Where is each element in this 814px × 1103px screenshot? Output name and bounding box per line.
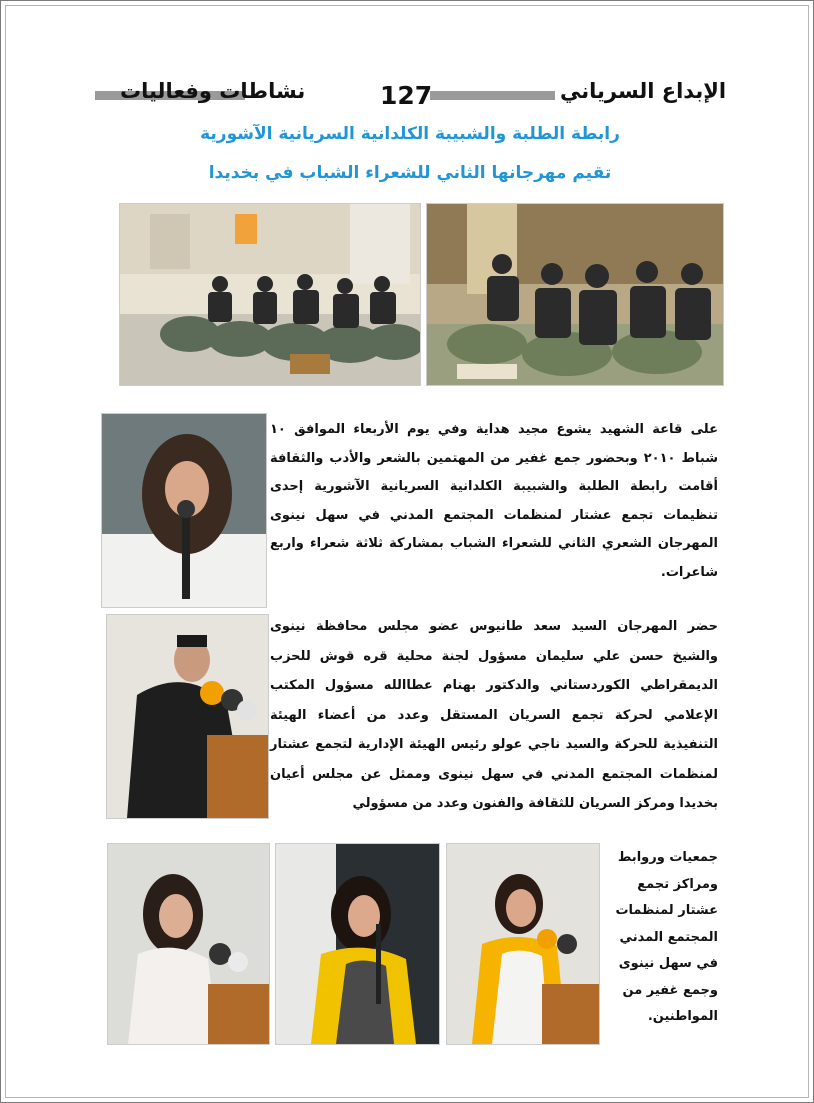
photo-poet-woman-4 — [446, 843, 600, 1045]
magazine-name: الإبداع السرياني — [560, 79, 727, 103]
photo-audience-hall — [119, 203, 421, 386]
photo-guests-front-row — [426, 203, 724, 386]
article-paragraph-3: جمعيات وروابط ومراكز تجمع عشتار لمنظمات المجتمع المدني في سهل نينوى وجمع غفير من المواطنين. — [615, 850, 718, 1024]
article-paragraph-1: على قاعة الشهيد يشوع مجيد هداية وفي يوم الأربعاء الموافق ١٠ شباط ٢٠١٠ وبحضور جمع غفير من المهتمين بالشعر والأدب والثقافة أقامت رابطة الطلبة والشبيبة الكلدانية السريانية الآشورية إحدى تنظيمات تجمع عشتار لمنظمات المجتمع المدني في سهل نينوى المهرجان الشعري الثاني للشعراء الشباب بمشاركة ثلاثة شعراء واربع شاعرات. — [270, 422, 718, 580]
photo-poet-woman-2 — [107, 843, 270, 1045]
photo-poet-man — [106, 614, 269, 819]
article-title: رابطة الطلبة والشبيبة الكلدانية السريانية الآشورية — [200, 124, 620, 144]
section-title: نشاطات وفعاليات — [120, 79, 306, 103]
photo-poet-woman-3 — [275, 843, 440, 1045]
article-paragraph-2: حضر المهرجان السيد سعد طانيوس عضو مجلس محافظة نينوى والشيخ حسن علي سليمان مسؤول لجنة محلية قره قوش للحزب الديمقراطي الكوردستاني والدكتور بهنام عطاالله مسؤول المكتب الإعلامي لحركة تجمع السريان المستقل وعدد من أعضاء الهيئة التنفيذية للحركة والسيد ناجي عولو رئيس الهيئة الإدارية لتجمع عشتار لمنظمات المجتمع المدني في سهل نينوى وممثل عن مجلس أعيان بخديدا ومركز السريان للثقافة والفنون وعدد من مسؤولي — [270, 619, 718, 811]
page-number: 127 — [380, 81, 433, 110]
photo-poet-woman-1 — [101, 413, 267, 608]
article-subtitle: تقيم مهرجانها الثاني للشعراء الشباب في بخديدا — [208, 163, 612, 183]
header-bar-right — [430, 91, 555, 100]
